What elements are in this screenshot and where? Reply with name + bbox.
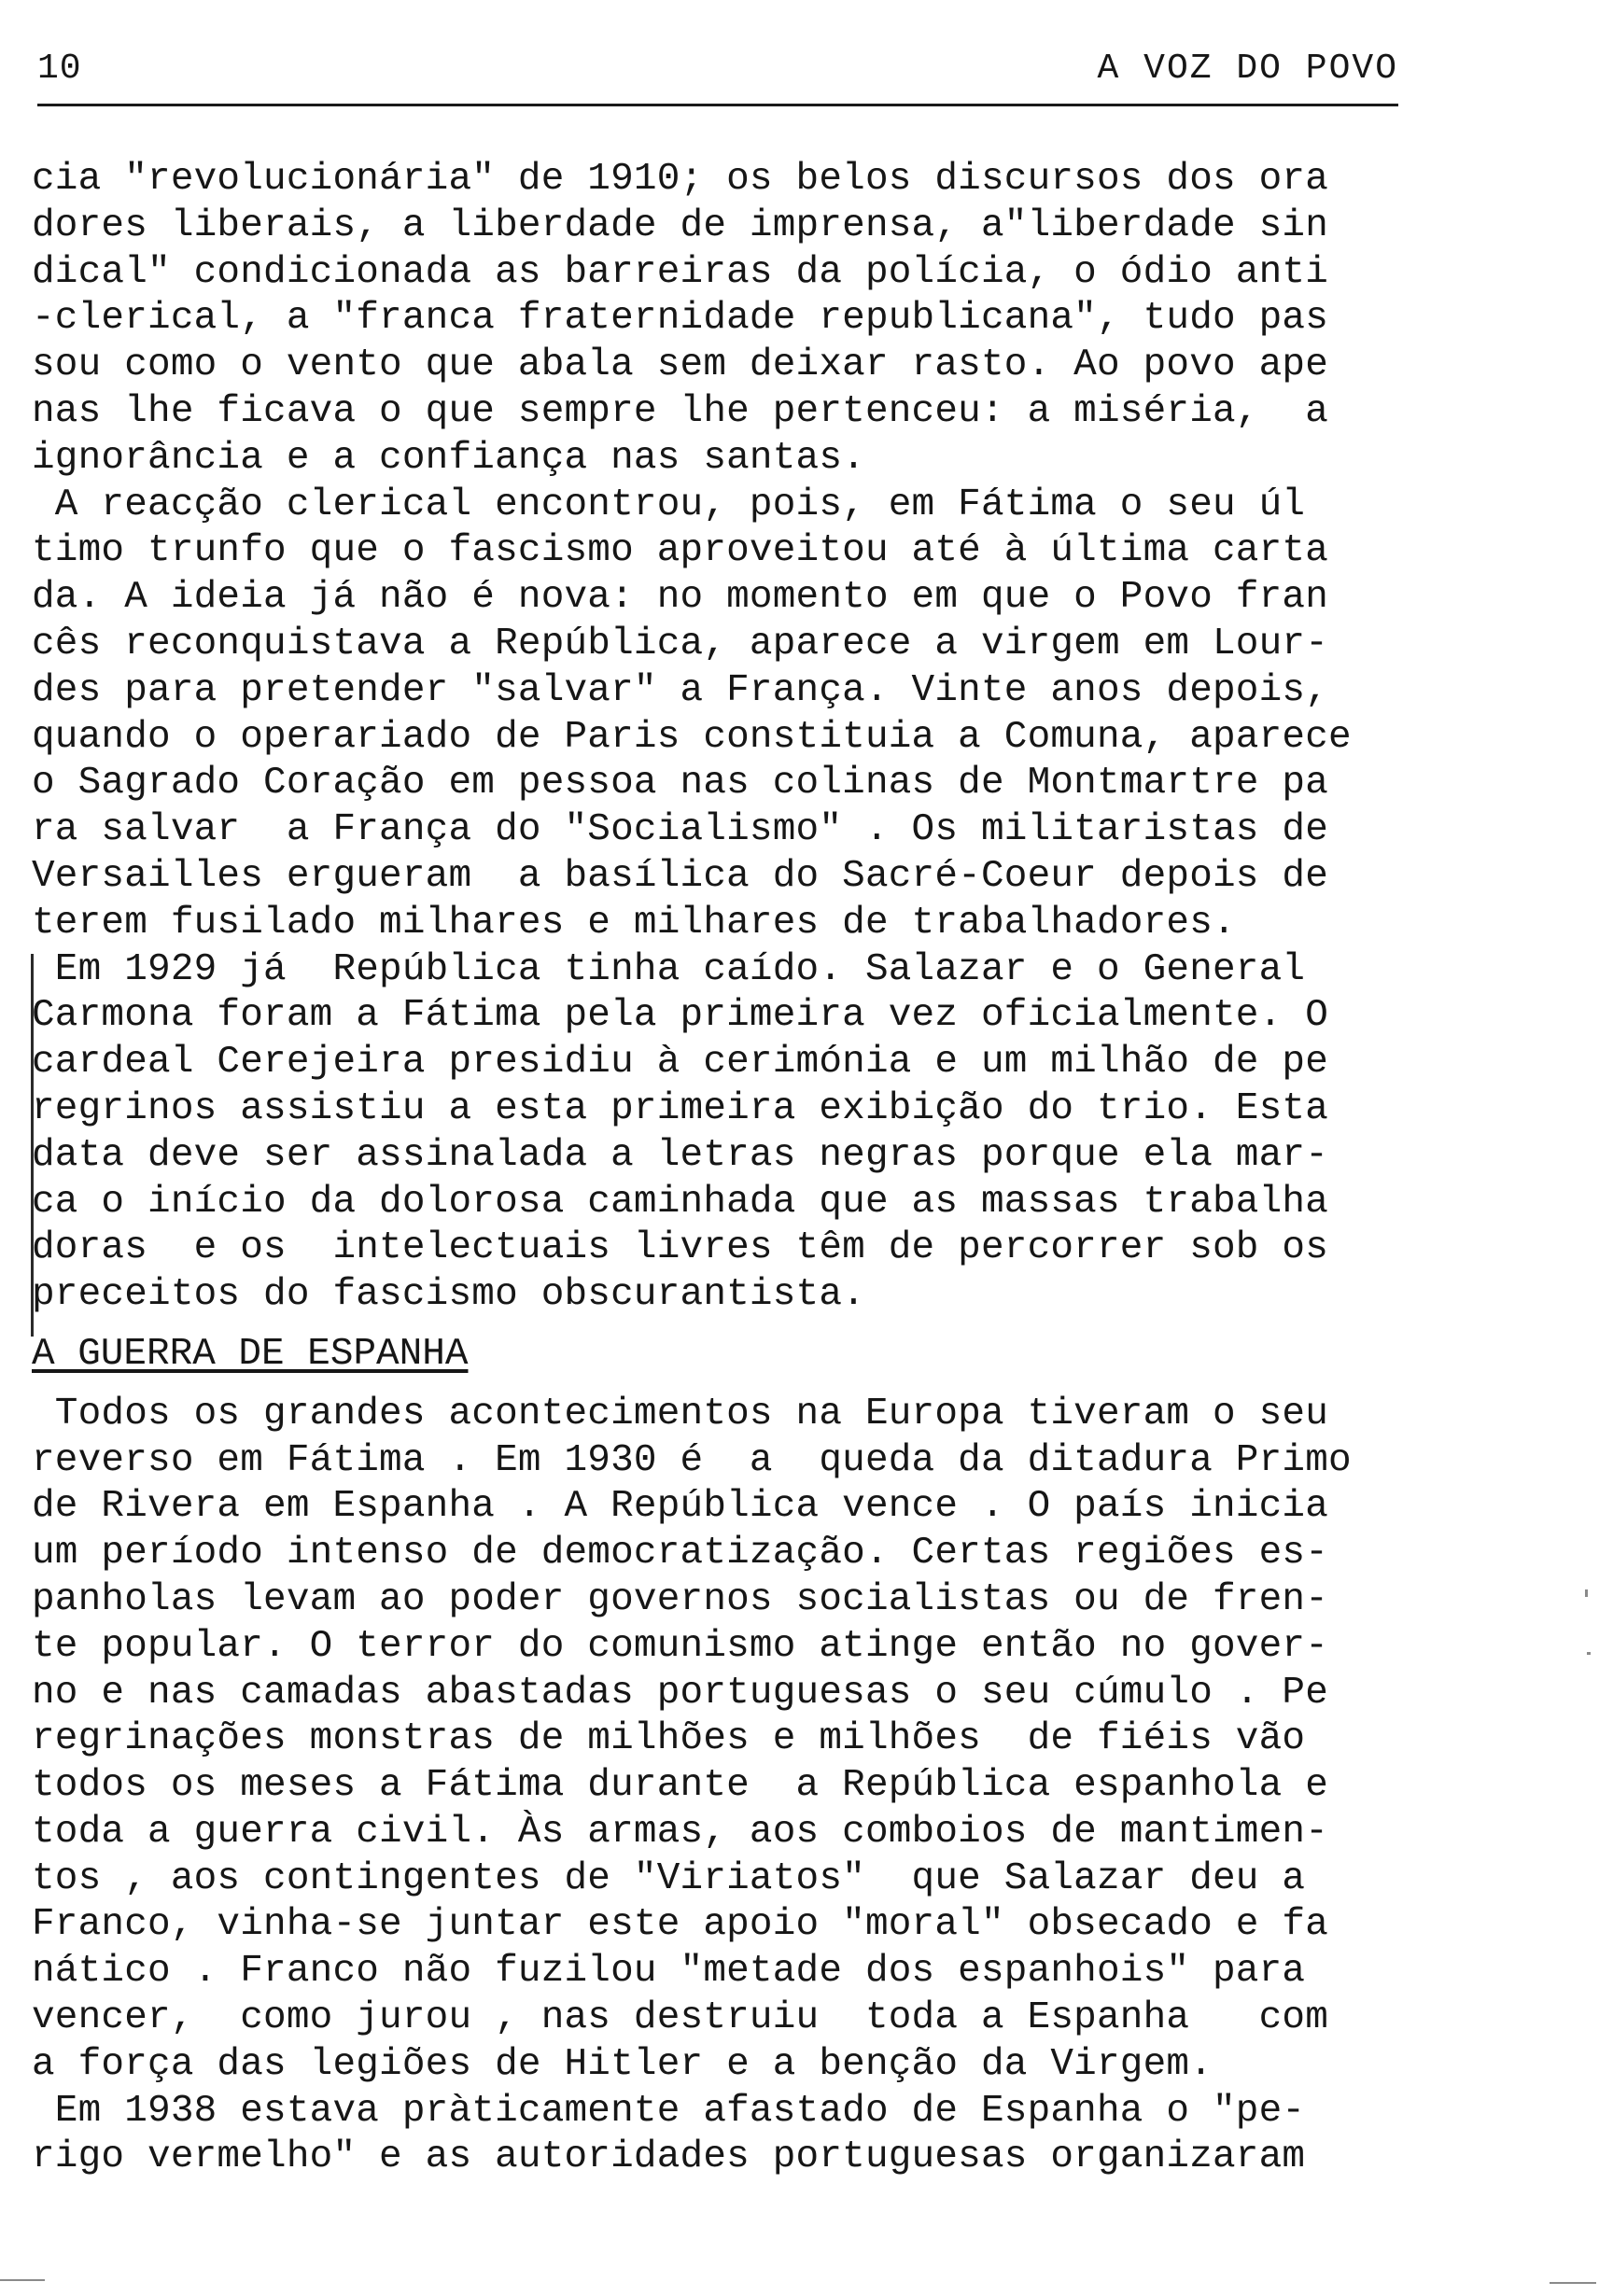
text-line: sou como o vento que abala sem deixar rasto. Ao povo ape bbox=[32, 343, 1329, 387]
scan-speck bbox=[1550, 2282, 1596, 2284]
text-line: cês reconquistava a República, aparece a virgem em Lour- bbox=[32, 622, 1329, 665]
scan-speck bbox=[0, 2279, 45, 2281]
text-line: nático . Franco não fuzilou "metade dos espanhois" para bbox=[32, 1950, 1306, 1994]
text-line: Em 1938 estava pràticamente afastado de Espanha o "pe- bbox=[32, 2089, 1306, 2133]
text-line: dical" condicionada as barreiras da polícia, o ódio anti bbox=[32, 250, 1329, 294]
section-2-text bbox=[32, 1392, 1404, 2182]
text-line: Franco, vinha-se juntar este apoio "moral" obsecado e fa bbox=[32, 1903, 1329, 1947]
scan-speck bbox=[1585, 1589, 1588, 1597]
running-title: A VOZ DO POVO bbox=[1097, 49, 1398, 89]
text-line: todos os meses a Fátima durante a República espanhola e bbox=[32, 1764, 1329, 1808]
text-line: ca o início da dolorosa caminhada que as massas trabalha bbox=[32, 1180, 1329, 1224]
text-line: da. A ideia já não é nova: no momento em que o Povo fran bbox=[32, 576, 1329, 620]
header-rule bbox=[37, 104, 1398, 106]
text-line: des para pretender "salvar" a França. Vinte anos depois, bbox=[32, 668, 1329, 712]
text-line: no e nas camadas abastadas portuguesas o seu cúmulo . Pe bbox=[32, 1671, 1329, 1715]
text-line: -clerical, a "franca fraternidade republicana", tudo pas bbox=[32, 297, 1329, 341]
text-line: A reacção clerical encontrou, pois, em Fátima o seu úl bbox=[32, 483, 1306, 526]
text-line: te popular. O terror do comunismo atinge então no gover- bbox=[32, 1624, 1329, 1668]
text-line: timo trunfo que o fascismo aproveitou até à última carta bbox=[32, 529, 1329, 573]
body-text bbox=[32, 157, 1404, 2181]
text-line: preceitos do fascismo obscurantista. bbox=[32, 1273, 865, 1317]
scan-speck bbox=[1587, 1652, 1591, 1655]
section-heading: A GUERRA DE ESPANHA bbox=[32, 1332, 469, 1376]
text-line: rigo vermelho" e as autoridades portuguesas organizaram bbox=[32, 2135, 1306, 2179]
text-line: regrinações monstras de milhões e milhões de fiéis vão bbox=[32, 1717, 1306, 1761]
text-line: dores liberais, a liberdade de imprensa, a"liberdade sin bbox=[32, 203, 1329, 247]
text-line: Todos os grandes acontecimentos na Europa tiveram o seu bbox=[32, 1392, 1329, 1435]
section-1-text bbox=[32, 157, 1404, 1319]
text-line: terem fusilado milhares e milhares de trabalhadores. bbox=[32, 901, 1236, 945]
text-line: cardeal Cerejeira presidiu à cerimónia e um milhão de pe bbox=[32, 1041, 1329, 1085]
text-line: toda a guerra civil. Às armas, aos comboios de mantimen- bbox=[32, 1810, 1329, 1854]
text-line: cia "revolucionária" de 1910; os belos discursos dos ora bbox=[32, 158, 1329, 201]
text-line: vencer, como jurou , nas destruiu toda a Espanha com bbox=[32, 1996, 1329, 2040]
text-line: reverso em Fátima . Em 1930 é a queda da ditadura Primo bbox=[32, 1438, 1352, 1482]
text-line: a força das legiões de Hitler e a benção da Virgem. bbox=[32, 2042, 1213, 2086]
page-number: 10 bbox=[37, 49, 82, 89]
text-line: doras e os intelectuais livres têm de percorrer sob os bbox=[32, 1226, 1329, 1270]
text-line: nas lhe ficava o que sempre lhe pertenceu: a miséria, a bbox=[32, 389, 1329, 433]
page-header bbox=[37, 37, 1398, 103]
text-line: de Rivera em Espanha . A República vence . O país inicia bbox=[32, 1485, 1329, 1529]
text-line: regrinos assistiu a esta primeira exibição do trio. Esta bbox=[32, 1086, 1329, 1130]
text-line: panholas levam ao poder governos socialistas ou de fren- bbox=[32, 1577, 1329, 1621]
text-line: Em 1929 já República tinha caído. Salazar e o General bbox=[32, 947, 1306, 991]
text-line: Carmona foram a Fátima pela primeira vez oficialmente. O bbox=[32, 994, 1329, 1038]
text-line: ra salvar a França do "Socialismo" . Os militaristas de bbox=[32, 808, 1329, 852]
text-line: ignorância e a confiança nas santas. bbox=[32, 436, 865, 480]
text-line: um período intenso de democratização. Certas regiões es- bbox=[32, 1532, 1329, 1575]
text-line: quando o operariado de Paris constituia a Comuna, aparece bbox=[32, 715, 1352, 759]
text-line: tos , aos contingentes de "Viriatos" que Salazar deu a bbox=[32, 1856, 1306, 1900]
text-line: data deve ser assinalada a letras negras porque ela mar- bbox=[32, 1133, 1329, 1177]
text-line: o Sagrado Coração em pessoa nas colinas de Montmartre pa bbox=[32, 762, 1329, 805]
text-line: Versailles ergueram a basílica do Sacré-Coeur depois de bbox=[32, 854, 1329, 898]
